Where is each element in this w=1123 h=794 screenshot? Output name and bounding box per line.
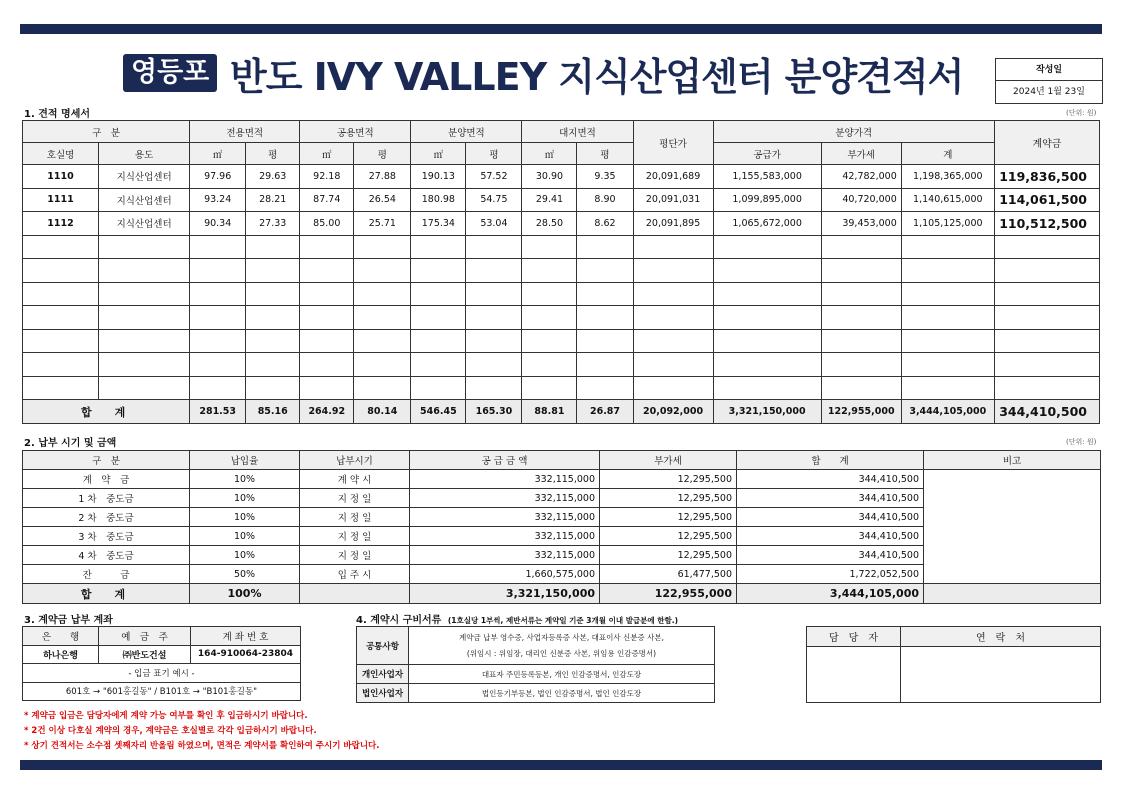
exclusive-sqm-cell: 97.96 <box>190 165 246 189</box>
bank-name: 하나은행 <box>23 645 99 664</box>
sum-land-sqm: 88.81 <box>522 400 577 424</box>
empty-row <box>23 353 1100 377</box>
individual-docs-label: 개인사업자 <box>357 665 409 684</box>
deposit-cell: 119,836,500 <box>994 165 1099 189</box>
deposit-cell: 114,061,500 <box>994 188 1099 212</box>
table-row <box>23 470 1101 489</box>
payment-schedule-table <box>22 450 1101 604</box>
account-table <box>22 626 301 701</box>
payment-vat: 12,295,500 <box>600 470 737 489</box>
room-cell: 1112 <box>23 212 99 236</box>
supply-cell: 1,099,895,000 <box>713 188 821 212</box>
common-sqm-cell: 87.74 <box>300 188 354 212</box>
estimate-table <box>22 120 1100 424</box>
sale-pyeong-cell: 54.75 <box>466 188 522 212</box>
col-sqm: ㎡ <box>300 143 354 165</box>
header <box>0 44 1123 104</box>
individual-docs: 대표자 주민등록등본, 개인 인감증명서, 인감도장 <box>409 665 715 684</box>
land-sqm-cell: 30.90 <box>522 165 577 189</box>
section1-title: 1. 견적 명세서 <box>24 109 91 120</box>
deposit-example-title: - 입금 표기 예시 - <box>23 664 301 683</box>
sum-vat: 122,955,000 <box>600 584 737 604</box>
unit-price-cell: 20,091,031 <box>633 188 713 212</box>
common-sqm-cell: 85.00 <box>300 212 354 236</box>
payment-timing: 입 주 시 <box>300 565 410 584</box>
col-usage: 용도 <box>99 143 190 165</box>
table-row <box>23 212 1100 236</box>
sum-exclusive-sqm: 281.53 <box>190 400 246 424</box>
payment-total: 344,410,500 <box>737 508 924 527</box>
contact-table <box>806 626 1101 703</box>
note-line: * 상기 견적서는 소수점 셋째자리 반올림 하였으며, 면적은 계약서를 확인하여 주시기 바랍니다. <box>24 741 380 751</box>
manager-cell[interactable] <box>807 647 901 703</box>
col-gubun: 구 분 <box>23 121 190 143</box>
payment-timing: 지 정 일 <box>300 527 410 546</box>
common-pyeong-cell: 25.71 <box>354 212 411 236</box>
sum-supply: 3,321,150,000 <box>713 400 821 424</box>
exclusive-pyeong-cell: 27.33 <box>246 212 300 236</box>
payment-name: 계 약 금 <box>23 470 190 489</box>
payment-vat: 61,477,500 <box>600 565 737 584</box>
payment-supply: 1,660,575,000 <box>410 565 600 584</box>
payment-rate: 50% <box>190 565 300 584</box>
room-cell: 1111 <box>23 188 99 212</box>
col-sqm: ㎡ <box>522 143 577 165</box>
col-supply: 공 급 금 액 <box>410 451 600 470</box>
land-pyeong-cell: 9.35 <box>577 165 633 189</box>
col-vat: 부가세 <box>600 451 737 470</box>
payment-total: 344,410,500 <box>737 489 924 508</box>
payment-supply: 332,115,000 <box>410 546 600 565</box>
common-docs-line2: (위임시 : 위임장, 대리인 신분증 사본, 위임용 인감증명서) <box>466 648 657 658</box>
date-box <box>995 58 1103 104</box>
col-pyeong: 평 <box>577 143 633 165</box>
table-row <box>23 188 1100 212</box>
col-bank: 은 행 <box>23 627 99 646</box>
manager-label: 담 당 자 <box>807 627 901 647</box>
col-sqm: ㎡ <box>411 143 466 165</box>
empty-row <box>23 329 1100 353</box>
col-holder: 예 금 주 <box>99 627 191 646</box>
sum-label: 합 계 <box>23 400 190 424</box>
payment-total: 344,410,500 <box>737 527 924 546</box>
note-line: * 계약금 입금은 담당자에게 계약 가능 여부를 확인 후 입금하시기 바랍니다. <box>24 711 308 721</box>
payment-rate: 10% <box>190 546 300 565</box>
vat-cell: 39,453,000 <box>821 212 901 236</box>
sum-land-pyeong: 26.87 <box>577 400 633 424</box>
sum-rate: 100% <box>190 584 300 604</box>
payment-supply: 332,115,000 <box>410 470 600 489</box>
phone-label: 연 락 처 <box>901 627 1101 647</box>
col-vat: 부가세 <box>821 143 901 165</box>
sum-row <box>23 584 1101 604</box>
account-number: 164-910064-23804 <box>191 645 301 664</box>
sum-deposit: 344,410,500 <box>994 400 1099 424</box>
section3-title: 3. 계약금 납부 계좌 <box>24 615 113 626</box>
total-cell: 1,105,125,000 <box>901 212 994 236</box>
sum-supply: 3,321,150,000 <box>410 584 600 604</box>
col-deposit: 계약금 <box>994 121 1099 165</box>
empty-row <box>23 306 1100 330</box>
exclusive-sqm-cell: 90.34 <box>190 212 246 236</box>
exclusive-sqm-cell: 93.24 <box>190 188 246 212</box>
col-account: 계 좌 번 호 <box>191 627 301 646</box>
table-row <box>23 165 1100 189</box>
top-bar <box>20 24 1102 34</box>
date-value: 2024년 1월 23일 <box>1013 87 1085 97</box>
sum-label: 합 계 <box>23 584 190 604</box>
col-supply: 공급가 <box>713 143 821 165</box>
payment-total: 344,410,500 <box>737 470 924 489</box>
unit-price-cell: 20,091,689 <box>633 165 713 189</box>
sum-total: 3,444,105,000 <box>901 400 994 424</box>
col-exclusive-area: 전용면적 <box>190 121 300 143</box>
col-sale-area: 분양면적 <box>411 121 522 143</box>
empty-row <box>23 235 1100 259</box>
sum-common-sqm: 264.92 <box>300 400 354 424</box>
land-sqm-cell: 28.50 <box>522 212 577 236</box>
col-room: 호실명 <box>23 143 99 165</box>
supply-cell: 1,155,583,000 <box>713 165 821 189</box>
total-cell: 1,140,615,000 <box>901 188 994 212</box>
col-total: 계 <box>901 143 994 165</box>
section2-title: 2. 납부 시기 및 금액 <box>24 438 117 449</box>
exclusive-pyeong-cell: 28.21 <box>246 188 300 212</box>
land-pyeong-cell: 8.62 <box>577 212 633 236</box>
common-pyeong-cell: 26.54 <box>354 188 411 212</box>
phone-cell[interactable] <box>901 647 1101 703</box>
account-holder: ㈜반도건설 <box>99 645 191 664</box>
section4-subtitle: (1호실당 1부씩, 제반서류는 계약일 기준 3개월 이내 발급분에 한함.) <box>447 616 679 625</box>
payment-vat: 12,295,500 <box>600 546 737 565</box>
payment-vat: 12,295,500 <box>600 527 737 546</box>
col-gubun: 구 분 <box>23 451 190 470</box>
payment-supply: 332,115,000 <box>410 508 600 527</box>
section4-title-text: 4. 계약시 구비서류 <box>356 615 442 626</box>
payment-total: 1,722,052,500 <box>737 565 924 584</box>
sum-row <box>23 400 1100 424</box>
col-note: 비고 <box>924 451 1101 470</box>
sale-sqm-cell: 190.13 <box>411 165 466 189</box>
usage-cell: 지식산업센터 <box>99 165 190 189</box>
notes <box>24 709 379 754</box>
col-pyeong: 평 <box>354 143 411 165</box>
vat-cell: 42,782,000 <box>821 165 901 189</box>
land-pyeong-cell: 8.90 <box>577 188 633 212</box>
col-land-area: 대지면적 <box>522 121 633 143</box>
sum-sale-pyeong: 165.30 <box>466 400 522 424</box>
payment-name: 3 차 중도금 <box>23 527 190 546</box>
room-cell: 1110 <box>23 165 99 189</box>
col-timing: 납부시기 <box>300 451 410 470</box>
payment-name: 2 차 중도금 <box>23 508 190 527</box>
location-badge: 영등포 <box>123 54 217 92</box>
common-docs-line1: 계약금 납부 영수증, 사업자등록증 사본, 대표이사 신분증 사본, <box>459 632 664 642</box>
col-sale-price: 분양가격 <box>713 121 994 143</box>
payment-rate: 10% <box>190 527 300 546</box>
usage-cell: 지식산업센터 <box>99 188 190 212</box>
supply-cell: 1,065,672,000 <box>713 212 821 236</box>
payment-vat: 12,295,500 <box>600 489 737 508</box>
payment-timing: 지 정 일 <box>300 508 410 527</box>
sum-sale-sqm: 546.45 <box>411 400 466 424</box>
sum-vat: 122,955,000 <box>821 400 901 424</box>
empty-row <box>23 259 1100 283</box>
sale-sqm-cell: 180.98 <box>411 188 466 212</box>
section1-unit: (단위: 원) <box>1066 109 1097 117</box>
payment-name: 1 차 중도금 <box>23 489 190 508</box>
note-line: * 2건 이상 다호실 계약의 경우, 계약금은 호실별로 각각 입금하시기 바랍니다. <box>24 726 317 736</box>
page-title: 반도 IVY VALLEY 지식산업센터 분양견적서 <box>230 55 964 99</box>
payment-rate: 10% <box>190 508 300 527</box>
section4-title <box>356 611 678 626</box>
sum-exclusive-pyeong: 85.16 <box>246 400 300 424</box>
payment-total: 344,410,500 <box>737 546 924 565</box>
payment-timing: 지 정 일 <box>300 546 410 565</box>
deposit-example: 601호 → "601홍길동" / B101호 → "B101홍길동" <box>23 682 301 701</box>
sum-unit-price: 20,092,000 <box>633 400 713 424</box>
vat-cell: 40,720,000 <box>821 188 901 212</box>
usage-cell: 지식산업센터 <box>99 212 190 236</box>
col-common-area: 공용면적 <box>300 121 411 143</box>
col-sqm: ㎡ <box>190 143 246 165</box>
payment-rate: 10% <box>190 470 300 489</box>
sum-common-pyeong: 80.14 <box>354 400 411 424</box>
exclusive-pyeong-cell: 29.63 <box>246 165 300 189</box>
payment-timing: 계 약 시 <box>300 470 410 489</box>
sale-sqm-cell: 175.34 <box>411 212 466 236</box>
section2-unit: (단위: 원) <box>1066 438 1097 446</box>
payment-supply: 332,115,000 <box>410 527 600 546</box>
common-docs-label: 공통사항 <box>357 627 409 665</box>
col-unit-price: 평단가 <box>633 121 713 165</box>
payment-rate: 10% <box>190 489 300 508</box>
payment-supply: 332,115,000 <box>410 489 600 508</box>
payment-vat: 12,295,500 <box>600 508 737 527</box>
col-pyeong: 평 <box>466 143 522 165</box>
empty-row <box>23 376 1100 400</box>
common-sqm-cell: 92.18 <box>300 165 354 189</box>
payment-timing: 지 정 일 <box>300 489 410 508</box>
sum-total: 3,444,105,000 <box>737 584 924 604</box>
common-pyeong-cell: 27.88 <box>354 165 411 189</box>
note-cell <box>924 470 1101 584</box>
date-label: 작성일 <box>996 59 1102 81</box>
col-rate: 납입율 <box>190 451 300 470</box>
corp-docs: 법인등기부등본, 법인 인감증명서, 법인 인감도장 <box>409 684 715 703</box>
col-total: 합 계 <box>737 451 924 470</box>
unit-price-cell: 20,091,895 <box>633 212 713 236</box>
total-cell: 1,198,365,000 <box>901 165 994 189</box>
common-docs <box>409 627 715 665</box>
documents-table <box>356 626 715 703</box>
payment-name: 4 차 중도금 <box>23 546 190 565</box>
land-sqm-cell: 29.41 <box>522 188 577 212</box>
corp-docs-label: 법인사업자 <box>357 684 409 703</box>
deposit-cell: 110,512,500 <box>994 212 1099 236</box>
sale-pyeong-cell: 53.04 <box>466 212 522 236</box>
col-pyeong: 평 <box>246 143 300 165</box>
payment-name: 잔 금 <box>23 565 190 584</box>
empty-row <box>23 282 1100 306</box>
sale-pyeong-cell: 57.52 <box>466 165 522 189</box>
bottom-bar <box>20 760 1102 770</box>
